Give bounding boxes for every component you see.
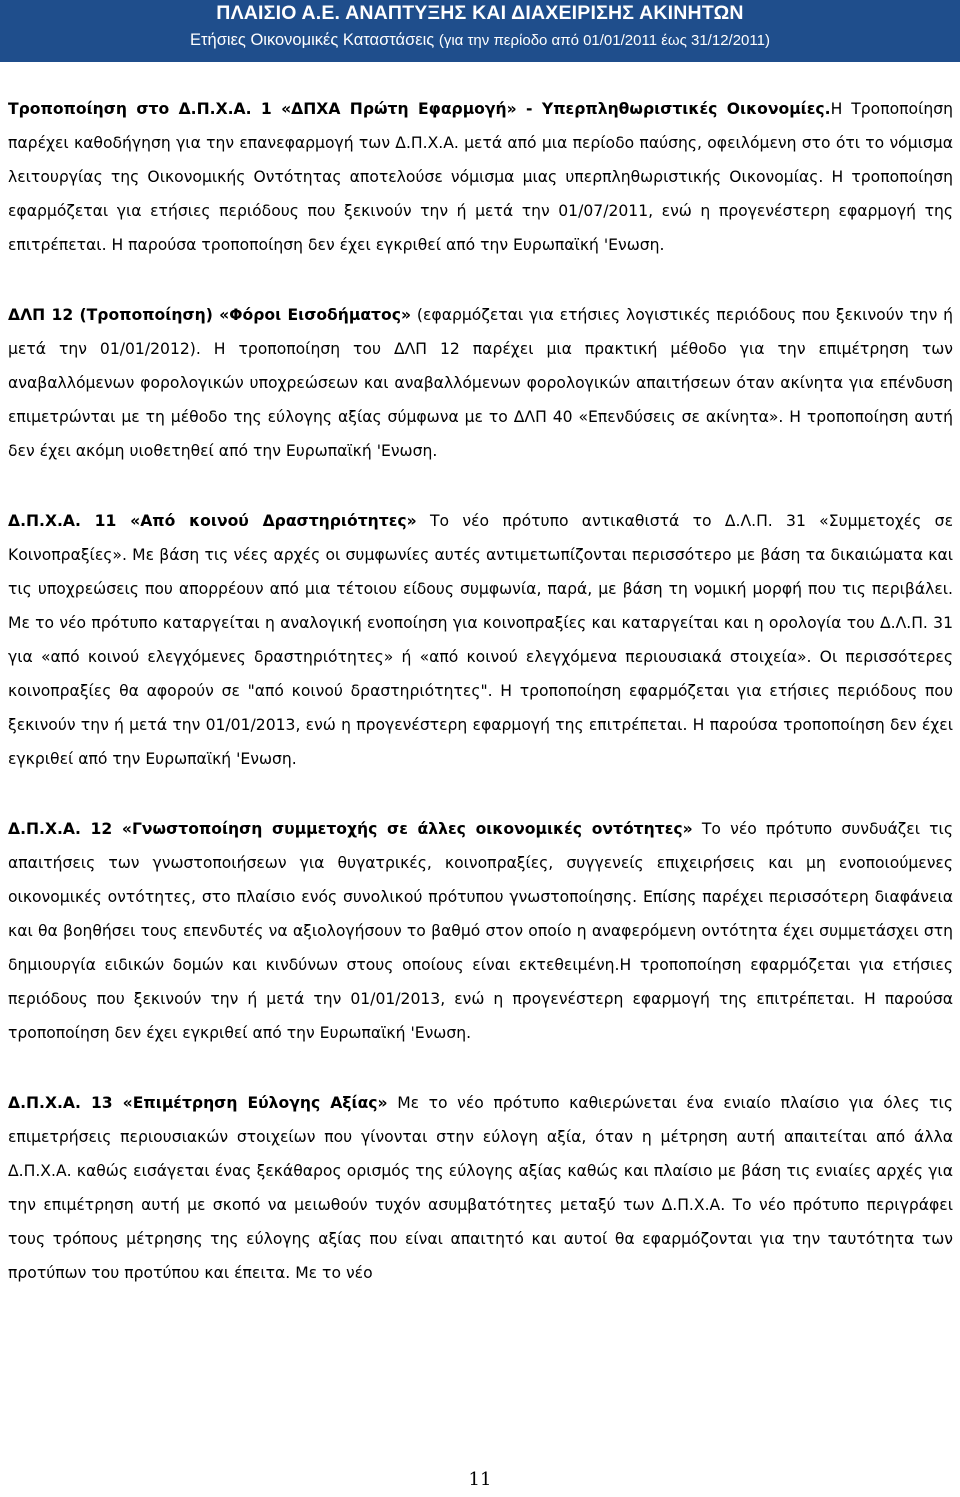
paragraph-heading: ΔΛΠ 12 (Τροποποίηση) «Φόροι Εισοδήματος» — [8, 306, 412, 324]
paragraph-text: Με το νέο πρότυπο καθιερώνεται ένα ενιαίο πλαίσιο για όλες τις επιμετρήσεις περιουσιακών στοιχείων που γίνονται στην εύλογη αξία, όταν η μέτρηση αυτή απαιτείται από άλλα Δ.Π.Χ.Α. καθώς εισάγεται ένας ξεκάθαρος ορισμός της εύλογης αξίας καθώς και πλαίσιο με βάση τις ενιαίες αρχές για την επιμέτρηση αυτή με σκοπό να μειωθούν τυχόν ασυμβατότητες μεταξύ των Δ.Π.Χ.Α. Το νέο πρότυπο περιγράφει τους τρόπους μέτρησης της εύλογης αξίας που είναι απαιτητό και αυτοί θα εφαρμόζονται για την ταυτότητα των προτύπων του προτύπου και έπειτα. Με το νέο — [8, 1094, 953, 1282]
page-number: 11 — [468, 1469, 492, 1490]
paragraph-ifrs1 — [8, 92, 953, 262]
paragraph-text: Το νέο πρότυπο συνδυάζει τις απαιτήσεις των γνωστοποιήσεων για θυγατρικές, κοινοπραξίες, συγγενείς επιχειρήσεις και μη ενοποιούμενες οικονομικές οντότητες, στο πλαίσιο ενός συνολικού πρότυπου γνωστοποίησης. Επίσης παρέχει περισσότερη διαφάνεια και θα βοηθήσει τους επενδυτές να αξιολογήσουν το βαθμό στον οποίο η αναφερόμενη οντότητα έχει συμμετάσχει στη δημιουργία ειδικών δομών και κινδύνων στους οποίους είναι εκτεθειμένη.Η τροποποίηση εφαρμόζεται για ετήσιες περιόδους που ξεκινούν την ή μετά την 01/01/2013, ενώ η προγενέστερη εφαρμογή της επιτρέπεται. Η παρούσα τροποποίηση δεν έχει εγκριθεί από την Ευρωπαϊκή 'Ενωση. — [8, 820, 953, 1042]
statements-subtitle — [0, 26, 960, 55]
paragraph-ifrs12 — [8, 812, 953, 1050]
paragraph-ias12 — [8, 298, 953, 468]
document-header — [0, 0, 960, 62]
subtitle-period: (για την περίοδο από 01/01/2011 έως 31/12/2011) — [438, 32, 770, 49]
paragraph-text: Η Τροποποίηση παρέχει καθοδήγηση για την επανεφαρμογή των Δ.Π.Χ.Α. μετά από μια περίοδο παύσης, οφειλόμενη στο ότι το νόμισμα λειτουργίας της Οικονομικής Οντότητας αποτελούσε νόμισμα μιας υπερπληθωριστικής Οικονομίας. Η τροποποίηση εφαρμόζεται για ετήσιες περιόδους που ξεκινούν την ή μετά την 01/07/2011, ενώ η προγενέστερη εφαρμογή της επιτρέπεται. Η παρούσα τροποποίηση δεν έχει εγκριθεί από την Ευρωπαϊκή 'Ενωση. — [8, 100, 953, 254]
paragraph-heading: Δ.Π.Χ.Α. 12 «Γνωστοποίηση συμμετοχής σε άλλες οικονομικές οντότητες» — [8, 820, 693, 838]
paragraph-heading: Δ.Π.Χ.Α. 13 «Επιμέτρηση Εύλογης Αξίας» — [8, 1094, 388, 1112]
paragraph-ifrs11 — [8, 504, 953, 776]
paragraph-heading: Τροποποίηση στο Δ.Π.Χ.Α. 1 «ΔΠΧΑ Πρώτη Εφαρμογή» - Υπερπληθωριστικές Οικονομίες. — [8, 100, 831, 118]
paragraph-ifrs13 — [8, 1086, 953, 1290]
paragraph-heading: Δ.Π.Χ.Α. 11 «Από κοινού Δραστηριότητες» — [8, 512, 417, 530]
paragraph-text: (εφαρμόζεται για ετήσιες λογιστικές περιόδους που ξεκινούν την ή μετά την 01/01/2012). Η τροποποίηση του ΔΛΠ 12 παρέχει μια πρακτική μέθοδο για την επιμέτρηση των αναβαλλόμενων φορολογικών υποχρεώσεων και αναβαλλόμενων φορολογικών απαιτήσεων όταν ακίνητα για επένδυση επιμετρώνται με τη μέθοδο της εύλογης αξίας σύμφωνα με το ΔΛΠ 40 «Επενδύσεις σε ακίνητα». Η τροποποίηση αυτή δεν έχει ακόμη υιοθετηθεί από την Ευρωπαϊκή 'Ενωση. — [8, 306, 954, 460]
paragraph-text: Το νέο πρότυπο αντικαθιστά το Δ.Λ.Π. 31 «Συμμετοχές σε Κοινοπραξίες». Με βάση τις νέες αρχές οι συμφωνίες αυτές αντιμετωπίζονται περισσότερο με βάση τα δικαιώματα και τις υποχρεώσεις που απορρέουν από μια τέτοιου είδους συμφωνία, παρά, με βάση τη νομική μορφή που τις περιβάλει. Με το νέο πρότυπο καταργείται η αναλογική ενοποίηση για κοινοπραξίες και καταργείται και η ορολογία του Δ.Λ.Π. 31 για «από κοινού ελεγχόμενες δραστηριότητες» ή «από κοινού ελεγχόμενα περιουσιακά στοιχεία». Οι περισσότερες κοινοπραξίες θα αφορούν σε "από κοινού δραστηριότητες". Η τροποποίηση εφαρμόζεται για ετήσιες περιόδους που ξεκινούν την ή μετά την 01/01/2013, ενώ η προγενέστερη εφαρμογή της επιτρέπεται. Η παρούσα τροποποίηση δεν έχει εγκριθεί από την Ευρωπαϊκή 'Ενωση. — [8, 512, 953, 768]
company-title: ΠΛΑΙΣΙΟ Α.Ε. ΑΝΑΠΤΥΞΗΣ ΚΑΙ ΔΙΑΧΕΙΡΙΣΗΣ ΑΚΙΝΗΤΩΝ — [216, 2, 744, 24]
document-body — [8, 92, 953, 1326]
subtitle-main: Ετήσιες Οικονομικές Καταστάσεις — [190, 31, 439, 49]
